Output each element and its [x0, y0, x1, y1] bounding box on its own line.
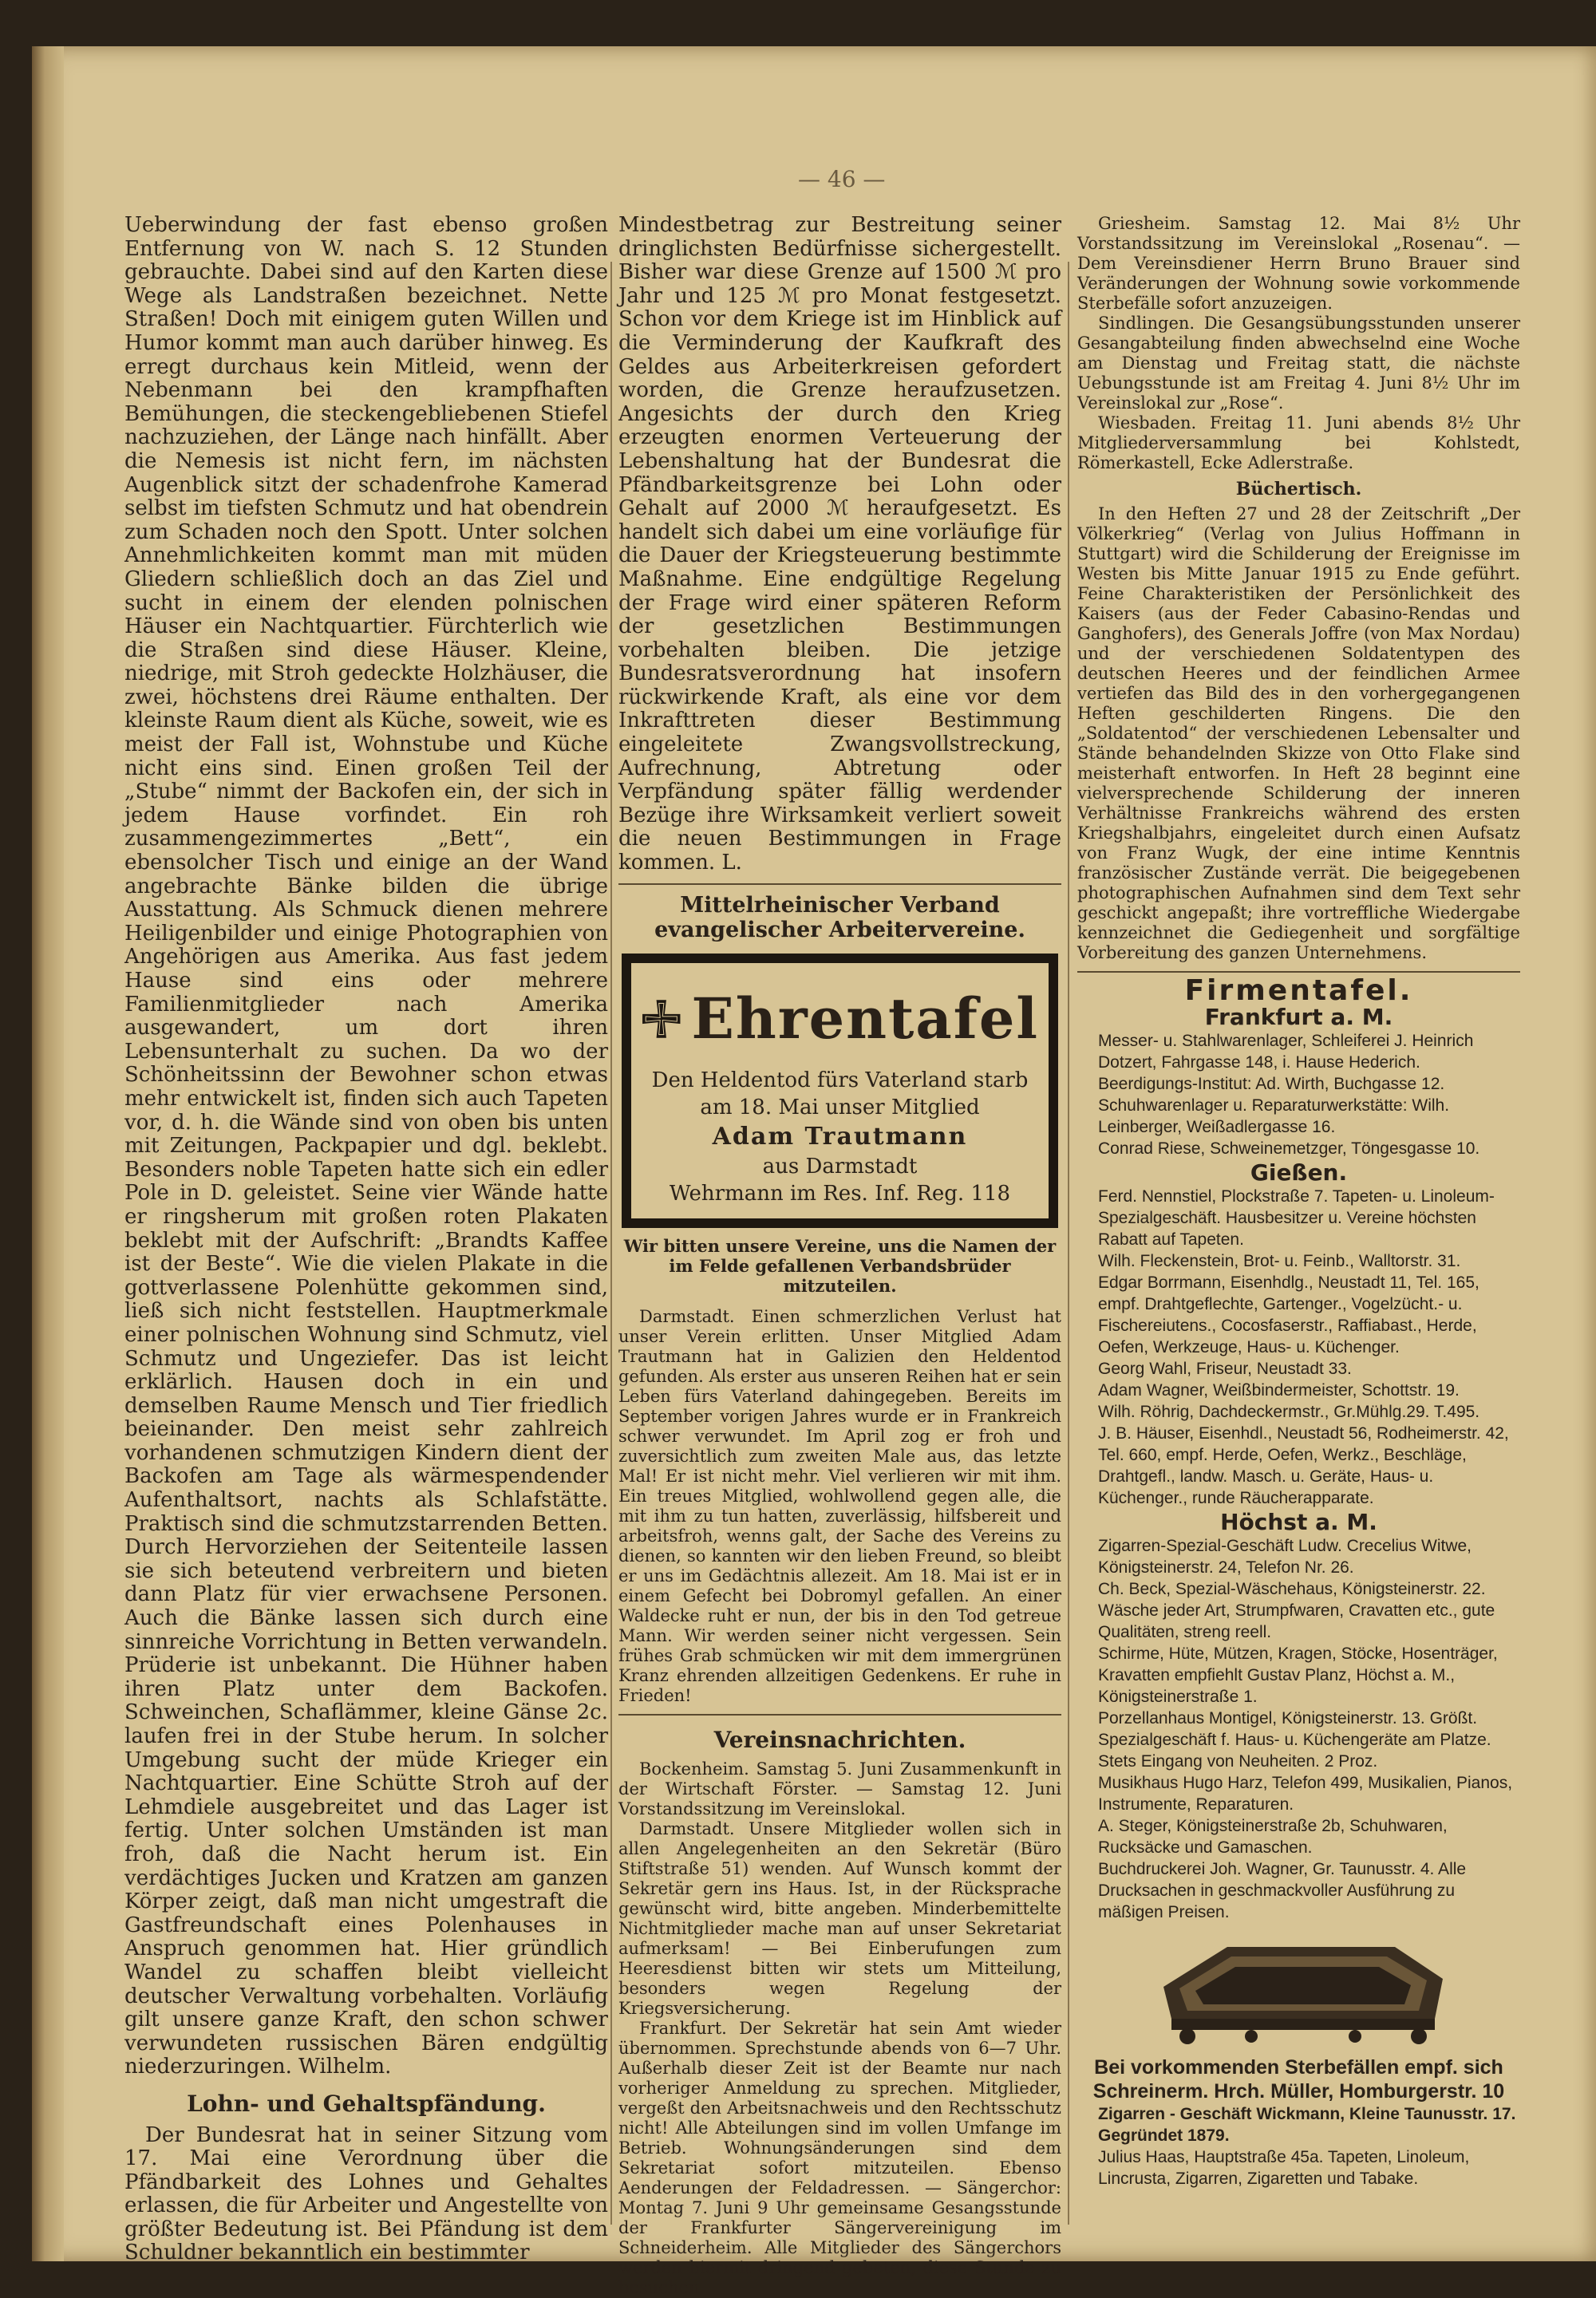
column-3 — [1077, 214, 1520, 2189]
firm-entry: Messer- u. Stahlwarenlager, Schleiferei J. Heinrich Dotzert, Fahrgasse 148, i. Hause Hederich. — [1098, 1032, 1474, 1072]
firm-entry: Beerdigungs-Institut: Ad. Wirth, Buchgasse 12. — [1098, 1075, 1445, 1093]
city-heading: Gießen. — [1250, 1159, 1348, 1186]
firm-entry: Zigarren-Spezial-Geschäft Ludw. Crecelius Witwe, Königsteinerstr. 24, Telefon Nr. 26. — [1098, 1537, 1472, 1577]
article-lohn-continued: Mindestbetrag zur Bestreitung seiner dringlichsten Bedürfnisse sichergestellt. Bisher war diese Grenze auf 1500 ℳ pro Jahr und 125 ℳ pro Monat festgesetzt. Schon vor dem Kriege ist im Hinblick auf die Verminderung der Kaufkraft des Geldes aus Arbeiterkreisen gefordert worden, die Grenze heraufzusetzen. Angesichts der durch den Krieg erzeugten enormen Verteuerung der Lebenshaltung hat der Bundesrat die Pfändbarkeitsgrenze bei Lohn oder Gehalt auf 2000 ℳ heraufgesetzt. Es handelt sich dabei um eine vorläufige für die Dauer der Kriegsteuerung bestimmte Maßnahme. Eine endgültige Regelung der Frage wird einer späteren Reform der gesetzlichen Bestimmungen vorbehalten bleiben. Die jetzige Bundesratsverordnung hat insofern rückwirkende Kraft, als eine vor dem Inkrafttreten dieser Bestimmung eingeleitete Zwangsvollstreckung, Aufrechnung, Abtretung oder Verpfändung später fällig werdender Bezüge ihre Wirksamkeit verliert soweit die neuen Bestimmungen in Frage kommen. L. — [618, 213, 1061, 875]
city-heading: Höchst a. M. — [1220, 1509, 1377, 1535]
divider — [1077, 971, 1520, 973]
news-darmstadt: Darmstadt. Unsere Mitglieder wollen sich in allen Angelegenheiten an den Sekretär (Büro Stiftstraße 51) wenden. Auf Wunsch kommt der Sekretär gern ins Haus. Ist, in der Rücksprache gewünscht wird, bitte angeben. Minderbemittelte Nichtmitglieder mache man auf unser Sekretariat aufmerksam! — Bei Einberufungen zum Heeresdienst bitten wir stets um Mitteilung, besonders wegen Regelung der Kriegsversicherung. — [618, 1819, 1061, 2019]
firm-entry: Ch. Beck, Spezial-Wäschehaus, Königsteinerstr. 22. Wäsche jeder Art, Strumpfwaren, Cravatten etc., gute Qualitäten, streng reell. — [1098, 1580, 1495, 1641]
article-lohn-text: Der Bundesrat hat in seiner Sitzung vom 17. Mai eine Verordnung über die Pfändbarkeit des Lohnes und Gehaltes erlassen, die für Arbeiter und Angestellte von größter Bedeutung ist. Bei Pfändung ist dem Schuldner bekanntlich ein bestimmter — [124, 2122, 608, 2265]
section-heading-vereinsnachrichten: Vereinsnachrichten. — [713, 1726, 966, 1753]
ad-wickmann: Zigarren - Geschäft Wickmann, Kleine Taunusstr. 17. Gegründet 1879. — [1098, 2105, 1516, 2145]
ehrentafel-line: Den Heldentod fürs Vaterland starb — [651, 1068, 1029, 1092]
ehrentafel-box — [622, 954, 1058, 1228]
ehrentafel-place: aus Darmstadt — [762, 1154, 918, 1179]
plea-text: Wir bitten unsere Vereine, uns die Namen der im Felde gefallenen Verbandsbrüder mitzuteilen. — [623, 1235, 1057, 1296]
firm-entry: Edgar Borrmann, Eisenhdlg., Neustadt 11, Tel. 165, empf. Drahtgeflechte, Gartenger., Vogelzücht.- u. Fischereiutens., Cocosfaserstr., Raffiabast., Herde, Oefen, Werkzeuge, Haus- u. Küchenger. — [1098, 1273, 1479, 1356]
book-gutter — [32, 46, 64, 2261]
news-wiesbaden: Wiesbaden. Freitag 11. Juni abends 8½ Uhr Mitgliederversammlung bei Kohlstedt, Römerkastell, Ecke Adlerstraße. — [1077, 413, 1520, 472]
divider — [618, 883, 1061, 885]
news-bockenheim: Bockenheim. Samstag 5. Juni Zusammenkunft in der Wirtschaft Förster. — Samstag 12. Juni Vorstandssitzung im Vereinslokal. — [618, 1759, 1061, 1819]
divider — [618, 1714, 1061, 1716]
column-rule — [610, 262, 612, 2225]
firm-entry: Porzellanhaus Montigel, Königsteinerstr. 13. Größt. Spezialgeschäft f. Haus- u. Küchengeräte am Platze. Stets Eingang von Neuheiten. 2 Proz. — [1098, 1709, 1491, 1771]
book-review: In den Heften 27 und 28 der Zeitschrift „Der Völkerkrieg“ (Verlag von Julius Hoffmann in Stuttgart) wird die Schilderung der Ereignisse im Westen bis Mitte Januar 1915 zu Ende geführt. Feine Charakteristiken der Persönlichkeit des Kaisers (aus der Feder Cabasino-Rendas und Ganghofers), des Generals Joffre (von Max Nordau) und der verschiedenen Soldatentypen des deutschen Heeres und der feindlichen Armee vertiefen das Bild des in den vorhergegangenen Heften geschilderten Ringens. Die den „Soldatentod“ der verschiedenen Lebensalter und Stände behandelnden Skizze von Otto Flake sind meisterhaft entworfen. In Heft 28 beginnt eine vielversprechende Schilderung der inneren Verhältnisse Frankreichs während des ersten Kriegshalbjahrs, eingeleitet durch einen Aufsatz von Franz Wugk, der eine intime Kenntnis französischer Zustände verrät. Die beigegebenen photographischen Aufnahmen sind dem Text sehr geschickt angepaßt; ihre vortreffliche Wiedergabe kennzeichnet die Gediegenheit und sorgfältige Vorbereitung des ganzen Unternehmens. — [1077, 504, 1520, 962]
firm-entry: Wilh. Röhrig, Dachdeckermstr., Gr.Mühlg.29. T.495. — [1098, 1403, 1480, 1421]
firmentafel-title: Firmentafel. — [1184, 974, 1413, 1007]
firm-entry: Musikhaus Hugo Harz, Telefon 499, Musikalien, Pianos, Instrumente, Reparaturen. — [1098, 1774, 1513, 1814]
ehrentafel-rank: Wehrmann im Res. Inf. Reg. 118 — [669, 1181, 1011, 1206]
firm-entry: Wilh. Fleckenstein, Brot- u. Feinb., Walltorstr. 31. — [1098, 1252, 1461, 1270]
article-poland-text: Ueberwindung der fast ebenso großen Entfernung von W. nach S. 12 Stunden gebrauchte. Dabei sind auf den Karten diese Wege als Landstraßen bezeichnet. Nette Straßen! Doch mit einigem guten Willen und Humor kommt man auch darüber hinweg. Es erregt durchaus kein Mitleid, wenn der Nebenmann bei den krampfhaften Bemühungen, die steckengebliebenen Stiefel nachzuziehen, der Länge nach hinfällt. Aber die Nemesis ist nicht fern, im nächsten Augenblick sitzt der schadenfrohe Kamerad selbst im tiefsten Schmutz und hat obendrein zum Schaden noch den Spott. Unter solchen Annehmlichkeiten kommt man mit müden Gliedern schließlich doch an das Ziel und sucht in einem der elenden polnischen Häuser ein Nachtquartier. Fürchterlich wie die Straßen sind diese Häuser. Kleine, niedrige, mit Stroh gedeckte Holzhäuser, die zwei, höchstens drei Räume enthalten. Der kleinste Raum dient als Küche, soweit, wie es meist der Fall ist, Wohnstube und Küche nicht eins sind. Einen großen Teil der „Stube“ nimmt der Backofen ein, der sich in jedem Hause vorfindet. Ein roh zusammengezimmertes „Bett“, ein ebensolcher Tisch und einige an der Wand angebrachte Bänke bilden die übrige Ausstattung. Als Schmuck dienen mehrere Heiligenbilder und einige Photographien von Angehörigen aus Amerika. Aus fast jedem Hause sind eins oder mehrere Familienmitglieder nach Amerika ausgewandert, um dort ihren Lebensunterhalt zu suchen. Da wo der Schönheitssinn der Bewohner schon etwas mehr entwickelt ist, finden sich auch Tapeten vor, d. h. die Wände sind von oben bis unten mit Zeitungen, Packpapier und dgl. beklebt. Besonders noble Tapeten hatte sich ein edler Pole in D. geleistet. Seine vier Wände hatte er ringsherum mit großen roten Plakaten beklebt mit der Aufschrift: „Brandts Kaffee ist der Beste“. Wie die vielen Plakate in die gottverlassene Polenhütte gekommen sind, ließ sich nicht feststellen. Hauptmerkmale einer polnischen Wohnung sind Schmutz, viel Schmutz und Ungeziefer. Das ist leicht erklärlich. Hausen doch in ein und demselben Raume Mensch und Tier friedlich beieinander. Den meist sehr zahlreich vorhandenen schmutzigen Kindern dient der Backofen am Tage als wärmespendender Aufenthaltsort, nachts als Schlafstätte. Praktisch sind die schmutzstarrenden Betten. Durch Hervorziehen der Seitenteile lassen sie sich beteutend verbreitern und bieten dann Platz für vier erwachsene Personen. Auch die Bänke lassen sich durch eine sinnreiche Vorrichtung in Betten verwandeln. Prüderie ist unbekannt. Die Hühner haben ihren Platz unter dem Backofen. Schweinchen, Schaflämmer, kleine Gänse 2c. laufen frei in der Stube herum. In solcher Umgebung sucht der müde Krieger ein Nachtquartier. Eine Schütte Stroh auf der Lehmdiele ausgebreitet und das Lager ist fertig. Unter solchen Umständen ist man froh, daß die Nacht herum ist. Ein verdächtiges Jucken und Kratzen am ganzen Körper zeigt, daß man nicht umgestraft die Gastfreundschaft eines Polenhauses in Anspruch genommen hat. Hier gründlich Wandel zu schaffen bleibt vielleicht deutscher Verwaltung vorbehalten. Vorläufig gilt unsere ganze Kraft, den schon schwer verwundeten russischen Bären endgültig niederzuringen. Wilhelm. — [124, 213, 608, 2079]
firm-entry: Conrad Riese, Schweinemetzger, Töngesgasse 10. — [1098, 1139, 1480, 1158]
article-heading-lohn: Lohn- und Gehaltspfändung. — [187, 2090, 546, 2117]
ad-mueller: Schreinerm. Hrch. Müller, Homburgerstr. 10 — [1092, 2080, 1505, 2103]
news-sindlingen: Sindlingen. Die Gesangsübungsstunden unserer Gesangabteilung finden abwechselnd eine Woche am Dienstag und Freitag statt, die nächste Uebungsstunde ist am Freitag 4. Juni 8½ Uhr im Vereinslokal zur „Rose“. — [1077, 314, 1520, 413]
obituary-darmstadt: Darmstadt. Einen schmerzlichen Verlust hat unser Verein erlitten. Unser Mitglied Adam Trautmann hat in Galizien den Heldentod gefunden. Als erster aus unseren Reihen hat er sein Leben fürs Vaterland dahingegeben. Bereits im September vorigen Jahres wurde er in Frankreich schwer verwundet. Im April zog er froh und zuversichtlich zum zweiten Male aus, das letzte Mal! Er ist nicht mehr. Viel verlieren wir mit ihm. Ein treues Mitglied, wohlwollend gegen alle, die mit ihm zu tun hatten, zuverlässig, hilfsbereit und arbeitsfroh, wenns galt, der Sache des Vereins zu dienen, so kannten wir den lieben Freund, so bleibt er uns im Gedächtnis allezeit. Am 18. Mai ist er in einem Gefecht bei Dobromyl gefallen. An einer Waldecke ruht er nun, der bis in den Tod getreue Mann. Wir werden seiner nicht vergessen. Sein frühes Grab schmücken wir mit dem immergrünen Kranz ehrenden allzeitigen Gedenkens. Er ruhe in Frieden! — [618, 1306, 1061, 1705]
ad-haas: Julius Haas, Hauptstraße 45a. Tapeten, Linoleum, Lincrusta, Zigarren, Zigaretten und Tabake. — [1098, 2148, 1470, 2188]
ad-sterbefaelle: Bei vorkommenden Sterbefällen empf. sich — [1094, 2056, 1503, 2079]
ehrentafel-name: Adam Trautmann — [712, 1122, 968, 1151]
page-number: — 46 — — [798, 166, 886, 192]
firm-entry: Schuhwarenlager u. Reparaturwerkstätte: Wilh. Leinberger, Weißadlergasse 16. — [1098, 1096, 1450, 1136]
firm-entry: A. Steger, Königsteinerstraße 2b, Schuhwaren, Rucksäcke und Gamaschen. — [1098, 1817, 1448, 1857]
firm-entry: Buchdruckerei Joh. Wagner, Gr. Taunusstr. 4. Alle Drucksachen in geschmackvoller Ausführung zu mäßigen Preisen. — [1098, 1860, 1467, 1921]
column-1 — [124, 214, 608, 2265]
news-griesheim: Griesheim. Samstag 12. Mai 8½ Uhr Vorstandssitzung im Vereinslokal „Rosenau“. — Dem Vereinsdiener Herrn Bruno Brauer sind Veränderungen der Wohnung sowie vorkommende Sterbefälle sofort anzuzeigen. — [1077, 214, 1520, 313]
iron-cross-icon — [641, 971, 682, 1067]
section-heading-verband: Mittelrheinischer Verband evangelischer Arbeitervereine. — [654, 892, 1025, 942]
city-heading: Frankfurt a. M. — [1204, 1004, 1393, 1030]
newspaper-page — [32, 46, 1596, 2298]
firm-entry: Adam Wagner, Weißbindermeister, Schottstr. 19. — [1098, 1381, 1460, 1400]
column-2 — [618, 214, 1061, 2298]
firm-entry: J. B. Häuser, Eisenhdl., Neustadt 56, Rodheimerstr. 42, Tel. 660, empf. Herde, Oefen, Werkz., Beschläge, Drahtgefl., landw. Masch. u. Geräte, Haus- u. Küchenger., runde Räucherapparate. — [1098, 1424, 1509, 1507]
ehrentafel-line: am 18. Mai unser Mitglied — [700, 1095, 980, 1119]
coffin-illustration — [1132, 1931, 1467, 2051]
firm-entry: Georg Wahl, Friseur, Neustadt 33. — [1098, 1360, 1352, 1378]
column-rule — [1068, 262, 1069, 2225]
section-heading-buechertisch: Büchertisch. — [1235, 479, 1362, 499]
firm-entry: Ferd. Nennstiel, Plockstraße 7. Tapeten- u. Linoleum-Spezialgeschäft. Hausbesitzer u. Vereine höchsten Rabatt auf Tapeten. — [1098, 1187, 1495, 1249]
news-frankfurt: Frankfurt. Der Sekretär hat sein Amt wieder übernommen. Sprechstunde abends von 6—7 Uhr. Außerhalb dieser Zeit ist der Beamte nur nach vorheriger Anmeldung zu sprechen. Mitglieder, vergeßt den Arbeitsnachweis und den Rechtsschutz nicht! Alle Abteilungen sind im vollen Umfange im Betrieb. Wohnungsänderungen sind dem Sekretariat sofort mitzuteilen. Ebenso Aenderungen der Feldadressen. — Sängerchor: Montag 7. Juni 9 Uhr gemeinsame Gesangsstunde der Frankfurter Sängervereinigung im Schneiderheim. Alle Mitglieder des Sängerchors werden hiermit dringend gebeten, diese Stunde zu besuchen. — [618, 2019, 1061, 2298]
ehrentafel-title: Ehrentafel — [691, 985, 1039, 1052]
firm-entry: Schirme, Hüte, Mützen, Kragen, Stöcke, Hosenträger, Kravatten empfiehlt Gustav Planz, Höchst a. M., Königsteinerstraße 1. — [1098, 1645, 1498, 1706]
